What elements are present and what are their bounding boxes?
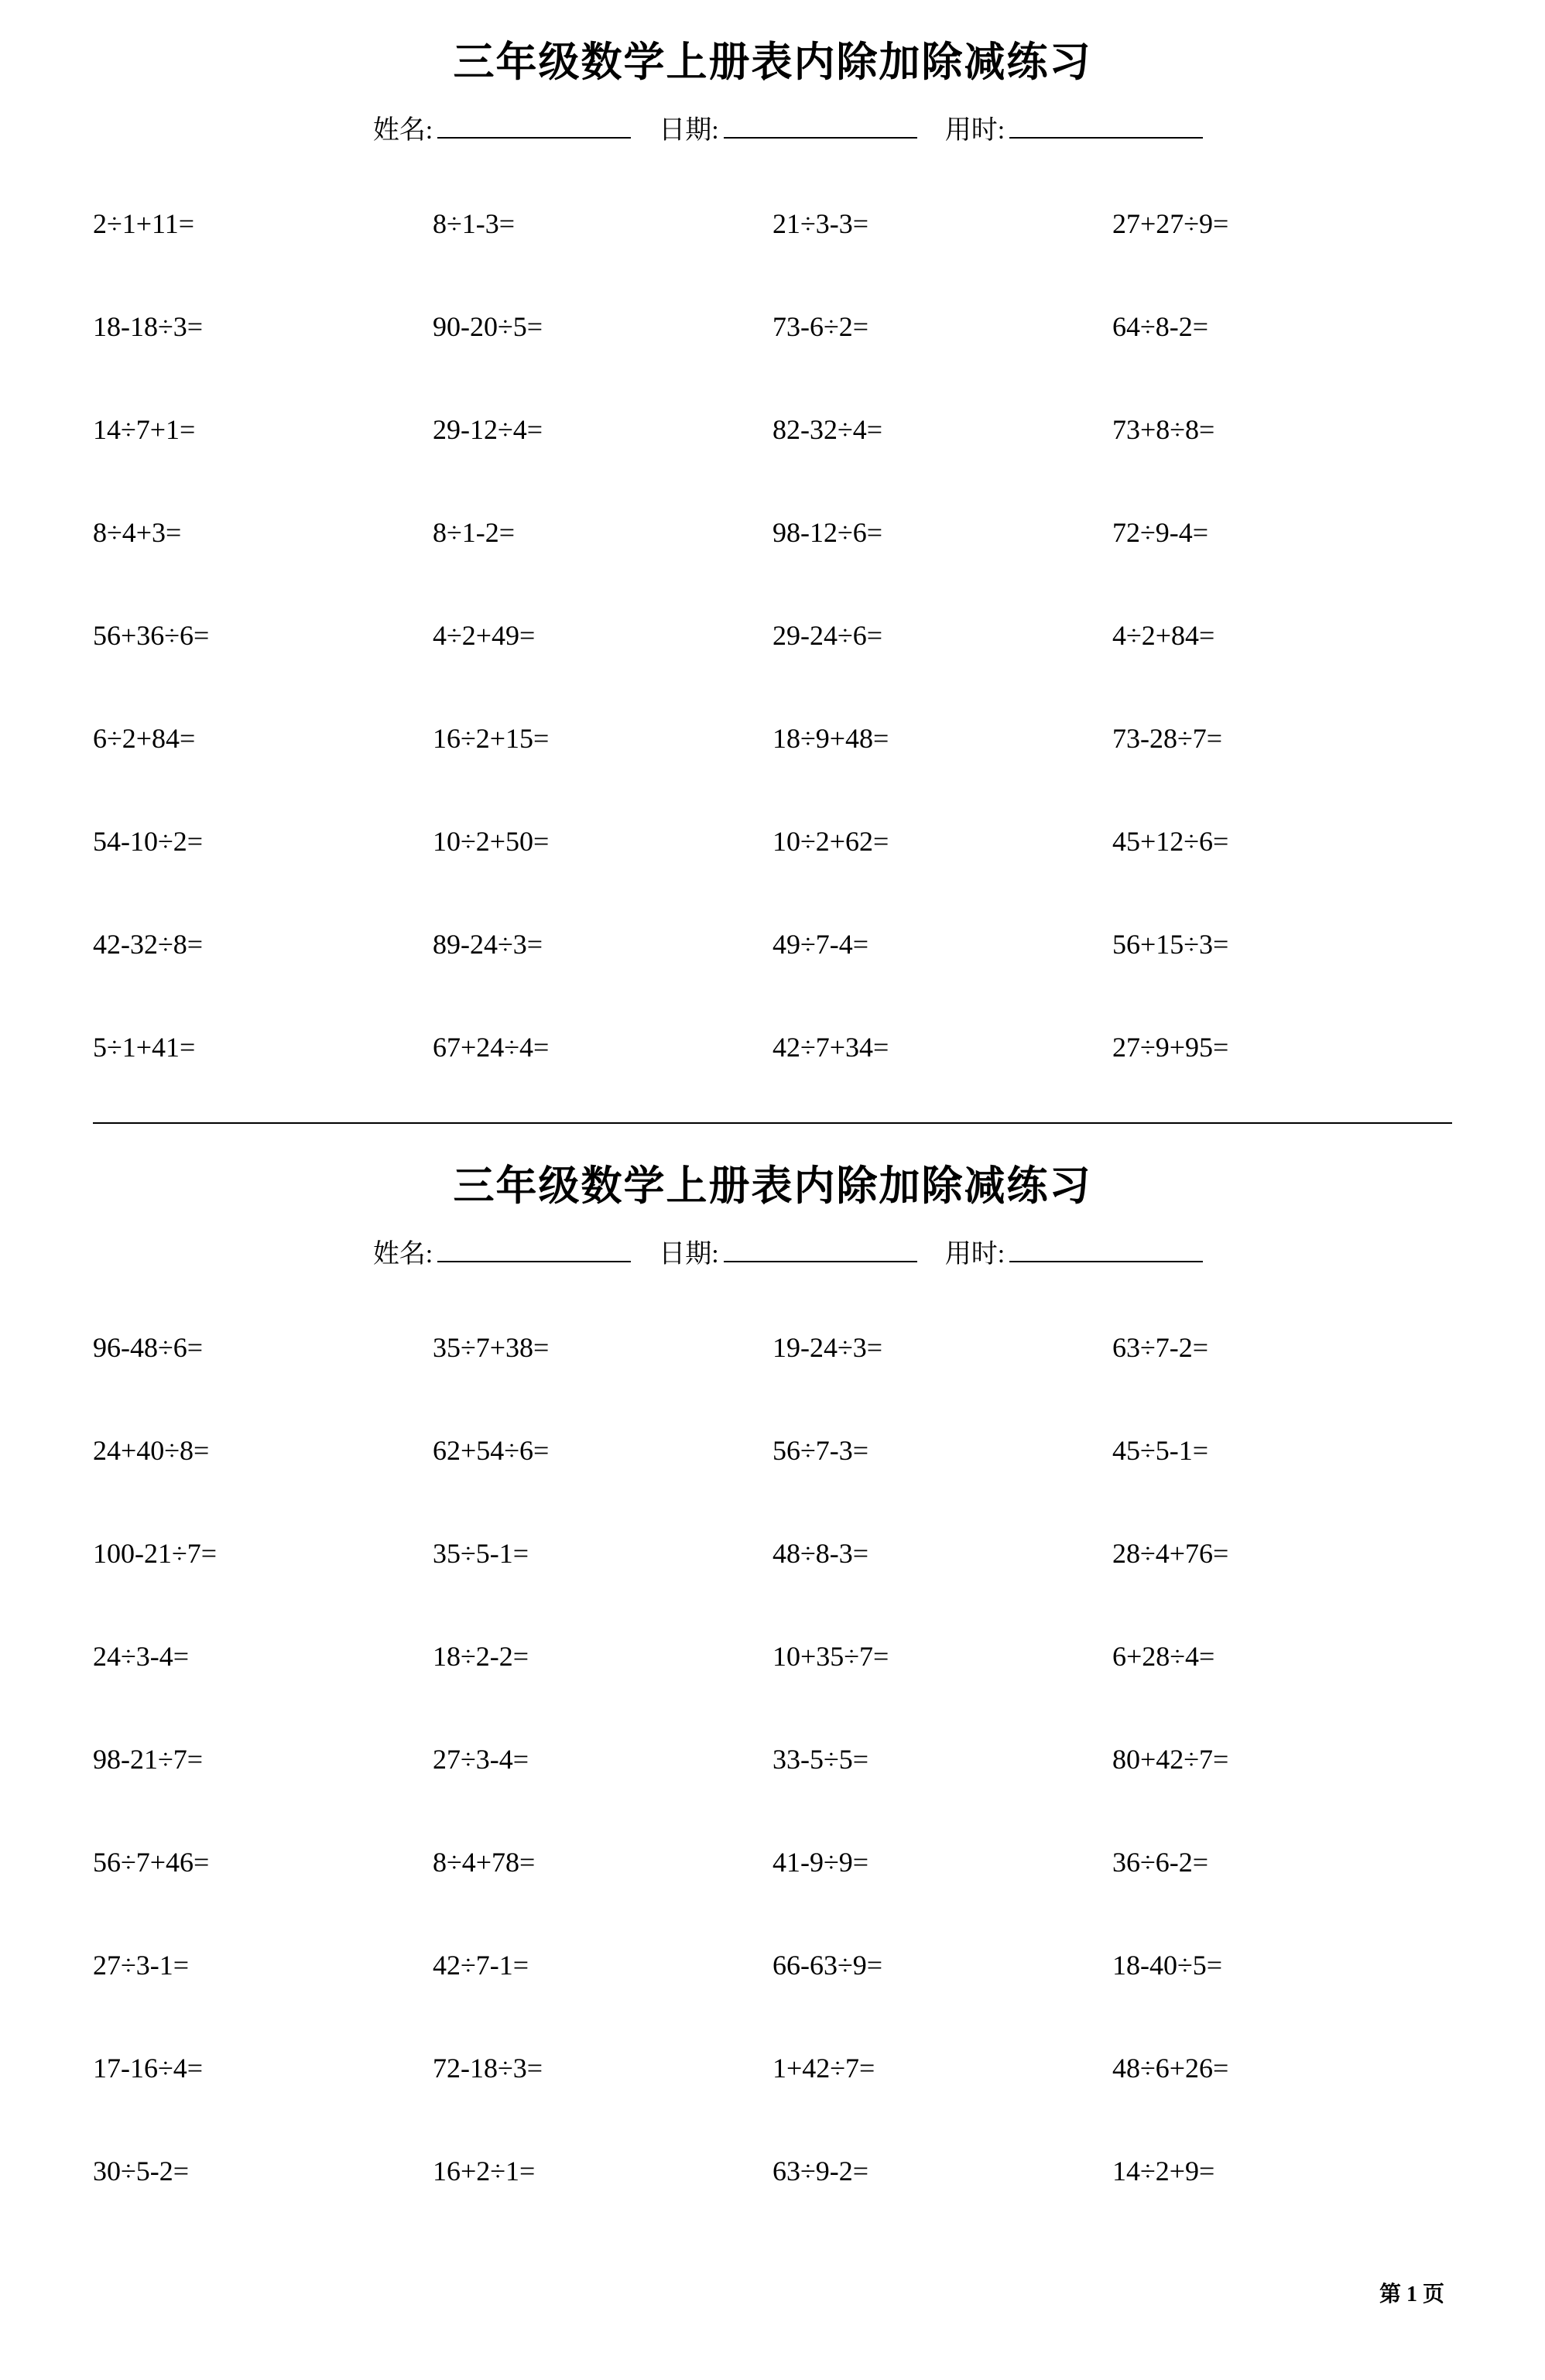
problem-item: 18-18÷3=: [93, 311, 204, 342]
problem-item: 45÷5-1=: [1112, 1435, 1209, 1466]
problem-item: 27÷9+95=: [1112, 1032, 1229, 1063]
problem-item: 33-5÷5=: [772, 1744, 869, 1775]
name-blank[interactable]: [437, 1238, 631, 1262]
problem-item: 29-12÷4=: [433, 414, 543, 445]
problem-item: 64÷8-2=: [1112, 311, 1209, 342]
problem-item: 24+40÷8=: [93, 1435, 210, 1466]
problem-item: 67+24÷4=: [433, 1032, 550, 1063]
problem-item: 48÷8-3=: [772, 1538, 869, 1569]
problem-item: 49÷7-4=: [772, 929, 869, 960]
problem-item: 63÷7-2=: [1112, 1332, 1209, 1363]
problem-item: 21÷3-3=: [772, 208, 869, 239]
problem-item: 42÷7+34=: [772, 1032, 889, 1063]
problem-item: 96-48÷6=: [93, 1332, 204, 1363]
problem-item: 29-24÷6=: [772, 620, 883, 651]
problem-item: 82-32÷4=: [772, 414, 883, 445]
problem-item: 6÷2+84=: [93, 723, 196, 754]
problem-item: 18÷9+48=: [772, 723, 889, 754]
date-field[interactable]: [659, 1232, 916, 1270]
problem-item: 27÷3-4=: [433, 1744, 529, 1775]
problem-item: 42÷7-1=: [433, 1950, 529, 1981]
page-title: 三年级数学上册表内除加除减练习: [453, 40, 1092, 85]
name-label: 姓名:: [372, 1240, 433, 1269]
problem-item: 56+36÷6=: [93, 620, 210, 651]
problem-item: 100-21÷7=: [93, 1538, 218, 1569]
problem-item: 56÷7-3=: [772, 1435, 869, 1466]
problem-item: 73-28÷7=: [1112, 723, 1223, 754]
problem-item: 56+15÷3=: [1112, 929, 1229, 960]
date-blank[interactable]: [724, 1238, 917, 1262]
page-title: 三年级数学上册表内除加除减练习: [453, 1164, 1092, 1209]
problem-item: 42-32÷8=: [93, 929, 204, 960]
problem-item: 14÷7+1=: [93, 414, 196, 445]
problem-item: 10÷2+50=: [433, 826, 550, 857]
time-field[interactable]: [945, 108, 1203, 146]
problem-item: 62+54÷6=: [433, 1435, 550, 1466]
problem-item: 48÷6+26=: [1112, 2053, 1229, 2084]
date-label: 日期:: [659, 116, 719, 145]
problem-item: 4÷2+84=: [1112, 620, 1215, 651]
problem-grid-2: [93, 1296, 1452, 2223]
name-label: 姓名:: [372, 116, 433, 145]
problem-item: 24÷3-4=: [93, 1641, 190, 1672]
problem-item: 17-16÷4=: [93, 2053, 204, 2084]
problem-item: 35÷5-1=: [433, 1538, 529, 1569]
problem-item: 27÷3-1=: [93, 1950, 190, 1981]
problem-item: 66-63÷9=: [772, 1950, 883, 1981]
time-field[interactable]: [945, 1232, 1203, 1270]
problem-item: 72÷9-4=: [1112, 517, 1209, 548]
time-label: 用时:: [944, 116, 1005, 145]
problem-item: 80+42÷7=: [1112, 1744, 1229, 1775]
name-field[interactable]: [373, 108, 631, 146]
problem-item: 63÷9-2=: [772, 2156, 869, 2187]
worksheet-section-2: [93, 1124, 1452, 2223]
problem-item: 56÷7+46=: [93, 1847, 210, 1878]
problem-item: 8÷4+3=: [93, 517, 182, 548]
problem-item: 8÷1-3=: [433, 208, 516, 239]
problem-item: 10÷2+62=: [772, 826, 889, 857]
time-label: 用时:: [944, 1240, 1005, 1269]
problem-item: 30÷5-2=: [93, 2156, 190, 2187]
problem-item: 8÷4+78=: [433, 1847, 536, 1878]
time-blank[interactable]: [1009, 114, 1203, 139]
problem-item: 36÷6-2=: [1112, 1847, 1209, 1878]
problem-item: 98-12÷6=: [772, 517, 883, 548]
problem-item: 5÷1+41=: [93, 1032, 196, 1063]
date-blank[interactable]: [724, 114, 917, 139]
bottom-spacer: [93, 2331, 1452, 2362]
problem-item: 19-24÷3=: [772, 1332, 883, 1363]
page-number: 第 1 页: [1379, 2282, 1444, 2306]
problem-item: 54-10÷2=: [93, 826, 204, 857]
problem-item: 89-24÷3=: [433, 929, 543, 960]
time-blank[interactable]: [1009, 1238, 1203, 1262]
problem-item: 10+35÷7=: [772, 1641, 889, 1672]
problem-item: 98-21÷7=: [93, 1744, 204, 1775]
problem-item: 4÷2+49=: [433, 620, 536, 651]
problem-item: 73-6÷2=: [772, 311, 869, 342]
problem-item: 8÷1-2=: [433, 517, 516, 548]
date-field[interactable]: [659, 108, 916, 146]
meta-row: [93, 108, 1452, 146]
problem-item: 41-9÷9=: [772, 1847, 869, 1878]
problem-item: 73+8÷8=: [1112, 414, 1215, 445]
name-blank[interactable]: [437, 114, 631, 139]
problem-item: 18-40÷5=: [1112, 1950, 1223, 1981]
problem-grid-1: [93, 173, 1452, 1099]
problem-item: 16+2÷1=: [433, 2156, 536, 2187]
problem-item: 18÷2-2=: [433, 1641, 529, 1672]
problem-item: 27+27÷9=: [1112, 208, 1229, 239]
worksheet-section-1: [93, 0, 1452, 1099]
name-field[interactable]: [373, 1232, 631, 1270]
problem-item: 2÷1+11=: [93, 208, 195, 239]
problem-item: 45+12÷6=: [1112, 826, 1229, 857]
date-label: 日期:: [659, 1240, 719, 1269]
problem-item: 28÷4+76=: [1112, 1538, 1229, 1569]
problem-item: 6+28÷4=: [1112, 1641, 1215, 1672]
problem-item: 16÷2+15=: [433, 723, 550, 754]
problem-item: 14÷2+9=: [1112, 2156, 1215, 2187]
meta-row: [93, 1232, 1452, 1270]
problem-item: 72-18÷3=: [433, 2053, 543, 2084]
problem-item: 35÷7+38=: [433, 1332, 550, 1363]
problem-item: 90-20÷5=: [433, 311, 543, 342]
problem-item: 1+42÷7=: [772, 2053, 875, 2084]
